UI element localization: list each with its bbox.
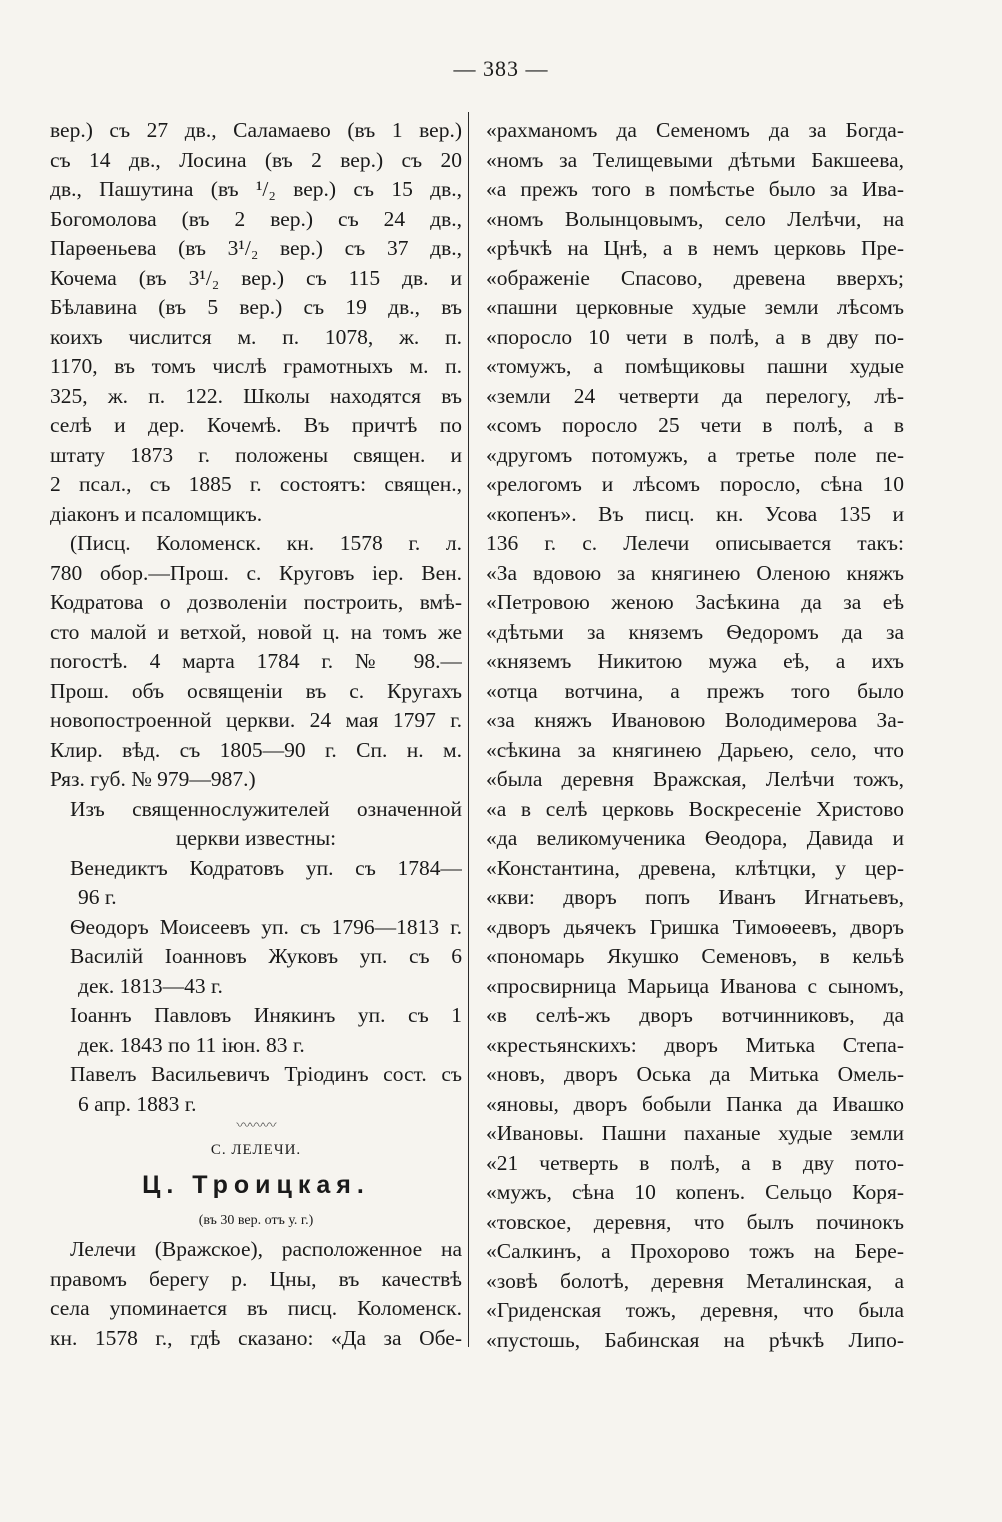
text-line: Бѣлавина (въ 5 вер.) съ 19 дв., въ — [50, 295, 462, 319]
text-line: «Петровою женою Засѣкина да за еѣ — [486, 590, 904, 614]
text-line: «зовѣ болотѣ, деревня Металинская, а — [486, 1268, 904, 1293]
text-line: «поросло 10 чети в полѣ, а в дву по- — [486, 324, 904, 349]
text-line: «За вдовою за княгинею Оленою княжъ — [486, 560, 904, 585]
text-line: «крестьянскихъ: дворъ Митька Степа- — [486, 1032, 904, 1057]
text-line: «да великомученика Ѳеодора, Давида и — [486, 826, 904, 850]
village-heading: С. ЛЕЛЕЧИ. — [210, 1142, 302, 1158]
text-line: «мужъ, сѣна 10 копенъ. Сельцо Коря- — [486, 1180, 904, 1204]
text-line: Кочема (въ 3¹/₂ вер.) съ 115 дв. и — [50, 265, 462, 290]
text-line: Кодратова о дозволеніи построить, вмѣ- — [50, 590, 462, 614]
text-line: погостѣ. 4 марта 1784 г. № 98.— — [50, 649, 462, 673]
text-line: вер.) съ 27 дв., Саламаево (въ 1 вер.) — [50, 118, 462, 142]
text-line: «Салкинъ, а Прохорово тожъ на Бере- — [486, 1239, 904, 1263]
clergy-entry: дек. 1813—43 г. — [78, 973, 223, 998]
clergy-entry: Венедиктъ Кодратовъ уп. съ 1784— — [70, 855, 462, 880]
text-line: «номъ Волынцовымъ, село Лелѣчи, на — [486, 206, 904, 231]
text-line: «яновы, дворъ бобыли Панка да Ивашко — [486, 1091, 904, 1116]
church-title: Ц. Троицкая. — [142, 1171, 370, 1199]
text-line: «а прежъ того в помѣстье было за Ива- — [486, 177, 904, 201]
text-line: 1170, въ томъ числѣ грамотныхъ м. п. — [50, 354, 462, 378]
text-line: «сѣкина за княгинею Дарьею, село, что — [486, 737, 904, 762]
text-line: Ряз. губ. № 979—987.) — [50, 767, 256, 791]
clergy-entry: Іоаннъ Павловъ Инякинъ уп. съ 1 — [70, 1003, 462, 1027]
text-line: «товское, деревня, что былъ починокъ — [486, 1209, 904, 1234]
text-line: «копенъ». Въ писц. кн. Усова 135 и — [486, 501, 904, 526]
clergy-entry: 6 апр. 1883 г. — [78, 1091, 197, 1116]
text-line: съ 14 дв., Лосина (въ 2 вер.) съ 20 — [50, 147, 462, 172]
left-column — [50, 116, 462, 1353]
text-line: Богомолова (въ 2 вер.) съ 24 дв., — [50, 206, 462, 231]
clergy-entry: Василій Іоанновъ Жуковъ уп. съ 6 — [70, 944, 462, 968]
text-line: дв., Пашутина (въ ¹/₂ вер.) съ 15 дв., — [50, 177, 462, 201]
text-line: «пустошь, Бабинская на рѣчкѣ Липо- — [486, 1327, 904, 1352]
text-line: кн. 1578 г., гдѣ сказано: «Да за Обе- — [50, 1325, 462, 1350]
text-line: «просвирница Марьица Иванова с сыномъ, — [486, 973, 904, 998]
page-number: — 383 — — [453, 56, 549, 81]
text-line: «томужъ, а помѣщиковы пашни худые — [486, 354, 904, 378]
text-line: (Писц. Коломенск. кн. 1578 г. л. — [70, 531, 462, 555]
text-line: «пашни церковные худые земли лѣсомъ — [486, 295, 904, 319]
text-line: «релогомъ и лѣсомъ поросло, сѣна 10 — [486, 472, 904, 496]
text-line: 2 псал., съ 1885 г. состоятъ: священ., — [50, 472, 462, 496]
text-line: «21 четверть в полѣ, а в дву пото- — [486, 1150, 904, 1175]
text-line: «а в селѣ церковь Воскресеніе Христово — [486, 796, 904, 821]
text-line: «Ивановы. Пашни паханые худые земли — [486, 1121, 904, 1145]
clergy-entry: Павелъ Васильевичъ Тріодинъ сост. съ — [70, 1062, 462, 1086]
clergy-entry: 96 г. — [78, 885, 117, 909]
column-divider — [468, 112, 469, 1347]
text-line: «Гриденская тожъ, деревня, что была — [486, 1298, 904, 1322]
text-line: «княземъ Никитою мужа еѣ, а ихъ — [486, 649, 904, 673]
distance-note: (въ 30 вер. отъ у. г.) — [198, 1213, 314, 1228]
text-line: «земли 24 четверти да перелогу, лѣ- — [486, 383, 904, 408]
text-line: «дворъ дьячекъ Гришка Тимоѳеевъ, дворъ — [486, 914, 904, 939]
text-line: Парѳеньева (въ 3¹/₂ вер.) съ 37 дв., — [50, 236, 462, 260]
text-line: «дѣтьми за княземъ Ѳедоромъ да за — [486, 619, 904, 644]
right-column — [486, 116, 904, 1355]
text-line: коихъ числится м. п. 1078, ж. п. — [50, 324, 462, 349]
text-line: 780 обор.—Прош. с. Круговъ іер. Вен. — [50, 560, 462, 585]
text-line: новопостроенной церкви. 24 мая 1797 г. — [50, 708, 462, 732]
text-line: селѣ и дер. Кочемѣ. Въ причтѣ по — [50, 413, 462, 437]
text-line: «рахманомъ да Семеномъ да за Богда- — [486, 118, 904, 142]
text-line: «за княжъ Ивановою Володимерова За- — [486, 708, 904, 732]
text-line: штату 1873 г. положены священ. и — [50, 442, 462, 467]
ornament-divider: 〰〰〰 — [236, 1118, 276, 1134]
text-line: «номъ за Телищевыми дѣтьми Бакшеева, — [486, 147, 904, 172]
text-line: «рѣчкѣ на Цнѣ, а в немъ церковь Пре- — [486, 236, 904, 260]
text-line: 136 г. с. Лелечи описывается такъ: — [486, 531, 904, 555]
clergy-intro: Изъ священнослужителей означенной — [70, 796, 462, 821]
clergy-entry: Ѳеодоръ Моисеевъ уп. съ 1796—1813 г. — [70, 914, 462, 939]
text-line: «новъ, дворъ Оська да Митька Омель- — [486, 1062, 904, 1086]
text-line: «Константина, древена, клѣтцки, у цер- — [486, 855, 904, 880]
text-line: «была деревня Вражская, Лелѣчи тожъ, — [486, 767, 904, 791]
text-line: «сомъ поросло 25 чети в полѣ, а в — [486, 413, 904, 437]
text-line: села упоминается въ писц. Коломенск. — [50, 1296, 462, 1320]
text-line: «в селѣ-жъ дворъ вотчинниковъ, да — [486, 1003, 904, 1027]
clergy-intro: церкви известны: — [175, 826, 337, 850]
text-line: діаконъ и псаломщикъ. — [50, 501, 263, 526]
text-line: «кви: дворъ попъ Иванъ Игнатьевъ, — [486, 885, 904, 909]
text-line: Лелечи (Вражское), расположенное на — [70, 1237, 462, 1261]
text-line: 325, ж. п. 122. Школы находятся въ — [50, 383, 462, 408]
text-line: Клир. вѣд. съ 1805—90 г. Сп. н. м. — [50, 737, 462, 762]
clergy-entry: дек. 1843 по 11 іюн. 83 г. — [78, 1032, 305, 1057]
text-line: «ображеніе Спасово, древена вверхъ; — [486, 265, 904, 290]
text-line: «отца вотчина, а прежъ того было — [486, 678, 904, 703]
text-line: правомъ берегу р. Цны, въ качествѣ — [50, 1266, 462, 1291]
text-line: Прош. объ освященіи въ с. Кругахъ — [50, 678, 462, 703]
text-line: «пономарь Якушко Семеновъ, в кельѣ — [486, 944, 904, 968]
text-line: «другомъ потомужъ, а третье поле пе- — [486, 442, 904, 467]
text-line: сто малой и ветхой, новой ц. на томъ же — [50, 619, 462, 644]
